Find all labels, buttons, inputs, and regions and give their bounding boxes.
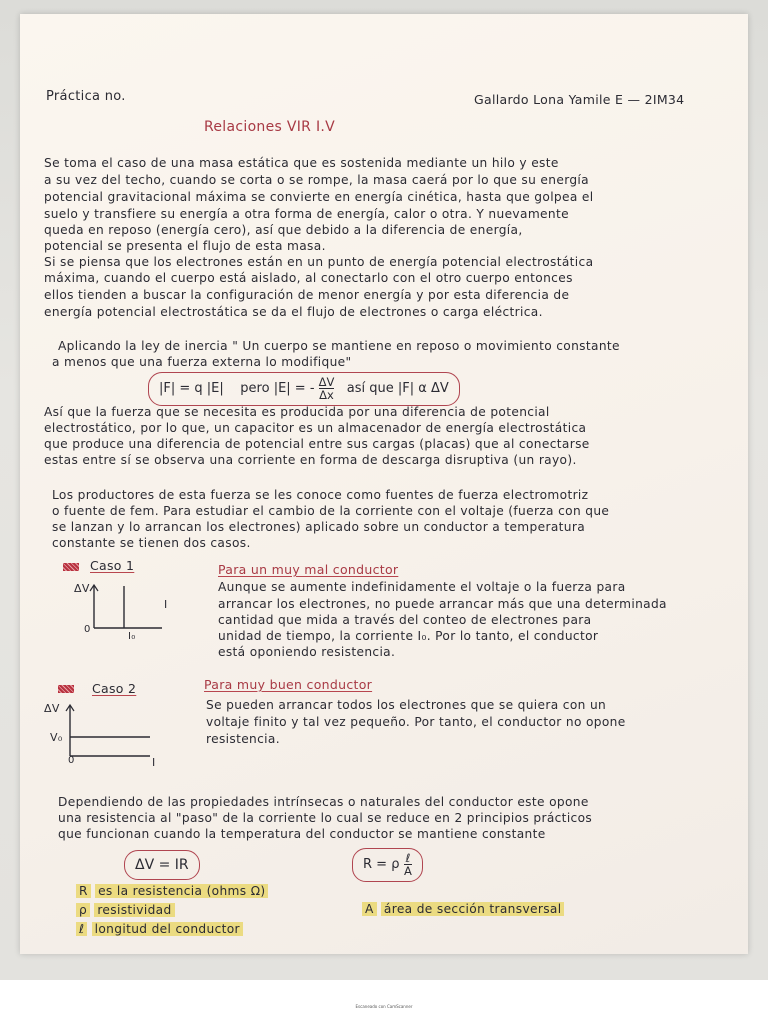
case-1-x-tick: I₀ [128, 631, 136, 642]
text-line: queda en reposo (energía cero), así que debido a la diferencia de energía, [44, 223, 523, 237]
ohm-law-formula: ΔV = IR [124, 850, 200, 880]
legend-symbol: ρ [76, 903, 90, 917]
text-line: estas entre sí se observa una corriente en forma de descarga disruptiva (un rayo). [44, 453, 577, 467]
case-1-y-label: ΔV [74, 582, 90, 595]
text-line: energía potencial electrostática se da el flujo de electrones o carga eléctrica. [44, 305, 543, 319]
case-1-heading: Para un muy mal conductor [218, 562, 399, 577]
case-2-marker-icon [58, 685, 74, 693]
resistance-formula-lhs: R = ρ [363, 857, 400, 872]
force-equation-box [148, 372, 460, 406]
text-line: unidad de tiempo, la corriente I₀. Por lo tanto, el conductor [218, 629, 599, 643]
legend-item [76, 884, 268, 898]
text-line: Si se piensa que los electrones están en un punto de energía potencial electrostática [44, 255, 594, 269]
fraction-denominator: Δx [319, 388, 334, 402]
text-line: Aunque se aumente indefinidamente el voltaje o la fuerza para [218, 580, 626, 594]
case-1-x-label: I [164, 598, 168, 611]
fraction-numerator: ℓ [405, 851, 411, 865]
case-2-x-label: I [152, 756, 156, 769]
text-line: ellos tienden a buscar la configuración de menor energía y por esta diferencia de [44, 288, 570, 302]
case-2-y-label: ΔV [44, 702, 60, 715]
text-line: constante se tienen dos casos. [52, 536, 251, 550]
legend-item [76, 922, 243, 936]
case-1-origin: 0 [84, 624, 91, 635]
legend-text: resistividad [94, 903, 174, 917]
legend-symbol: R [76, 884, 91, 898]
legend-symbol: A [362, 902, 377, 916]
text-line: a menos que una fuerza externa lo modifique" [52, 355, 352, 369]
case-2-label: Caso 2 [92, 681, 137, 696]
legend-item [362, 902, 564, 916]
text-line: o fuente de fem. Para estudiar el cambio de la corriente con el voltaje (fuerza con que [52, 504, 610, 518]
legend-text: área de sección transversal [381, 902, 565, 916]
text-line: que produce una diferencia de potencial entre sus cargas (placas) que al conectarse [44, 437, 590, 451]
text-line: está oponiendo resistencia. [218, 645, 396, 659]
text-line: se lanzan y lo arrancan los electrones) aplicado sobre un conductor a temperatura [52, 520, 586, 534]
fraction [319, 376, 335, 401]
text-line: a su vez del techo, cuando se corta o se rompe, la masa caerá por lo que su energía [44, 173, 589, 187]
text-line: Aplicando la ley de inercia " Un cuerpo se mantiene en reposo o movimiento constante [58, 339, 620, 353]
case-2-heading: Para muy buen conductor [204, 677, 373, 692]
fraction-numerator: ΔV [318, 375, 335, 389]
case-1-marker-icon [63, 563, 79, 571]
resistance-formula [352, 848, 423, 882]
case-2-y-tick: V₀ [50, 731, 63, 744]
text-line: que funcionan cuando la temperatura del conductor se mantiene constante [58, 827, 546, 841]
fraction-denominator: A [404, 864, 412, 878]
case-1-label: Caso 1 [90, 558, 135, 573]
text-line: Los productores de esta fuerza se les conoce como fuentes de fuerza electromotriz [52, 488, 589, 502]
legend-text: es la resistencia (ohms Ω) [95, 884, 268, 898]
legend-text: longitud del conductor [92, 922, 243, 936]
case-2-origin: 0 [68, 755, 75, 766]
legend-item [76, 903, 175, 917]
text-line: Se toma el caso de una masa estática que es sostenida mediante un hilo y este [44, 156, 559, 170]
text-line: potencial gravitacional máxima se convierte en energía cinética, hasta que golpea el [44, 190, 594, 204]
author-name: Gallardo Lona Yamile E — 2IM34 [474, 92, 685, 107]
force-equation-part: así que |F| α ΔV [346, 381, 449, 396]
fraction [404, 852, 413, 877]
text-line: arrancar los electrones, no puede arrancar más que una determinada [218, 597, 667, 611]
text-line: una resistencia al "paso" de la corriente lo cual se reduce en 2 principios prácticos [58, 811, 593, 825]
text-line: potencial se presenta el flujo de esta masa. [44, 239, 326, 253]
text-line: Así que la fuerza que se necesita es producida por una diferencia de potencial [44, 405, 550, 419]
text-line: Se pueden arrancar todos los electrones que se quiera con un [206, 698, 607, 712]
text-line: suelo y transfiere su energía a otra forma de energía, calor o otra. Y nuevamente [44, 207, 569, 221]
text-line: máxima, cuando el cuerpo está aislado, al conectarlo con el otro cuerpo entonces [44, 271, 573, 285]
text-line: cantidad que mida a través del conteo de electrones para [218, 613, 592, 627]
force-equation-part: |F| = q |E| [159, 381, 224, 396]
practice-number-label: Práctica no. [46, 89, 126, 104]
text-line: electrostático, por lo que, un capacitor es un almacenador de energía electrostática [44, 421, 587, 435]
legend-symbol: ℓ [76, 922, 87, 936]
page-title: Relaciones VIR I.V [204, 119, 336, 135]
scanner-watermark: Escaneado con CamScanner [355, 1004, 413, 1009]
force-equation-part: pero |E| = - [240, 381, 319, 396]
text-line: resistencia. [206, 732, 280, 746]
text-line: voltaje finito y tal vez pequeño. Por tanto, el conductor no opone [206, 715, 626, 729]
text-line: Dependiendo de las propiedades intrínsecas o naturales del conductor este opone [58, 795, 589, 809]
